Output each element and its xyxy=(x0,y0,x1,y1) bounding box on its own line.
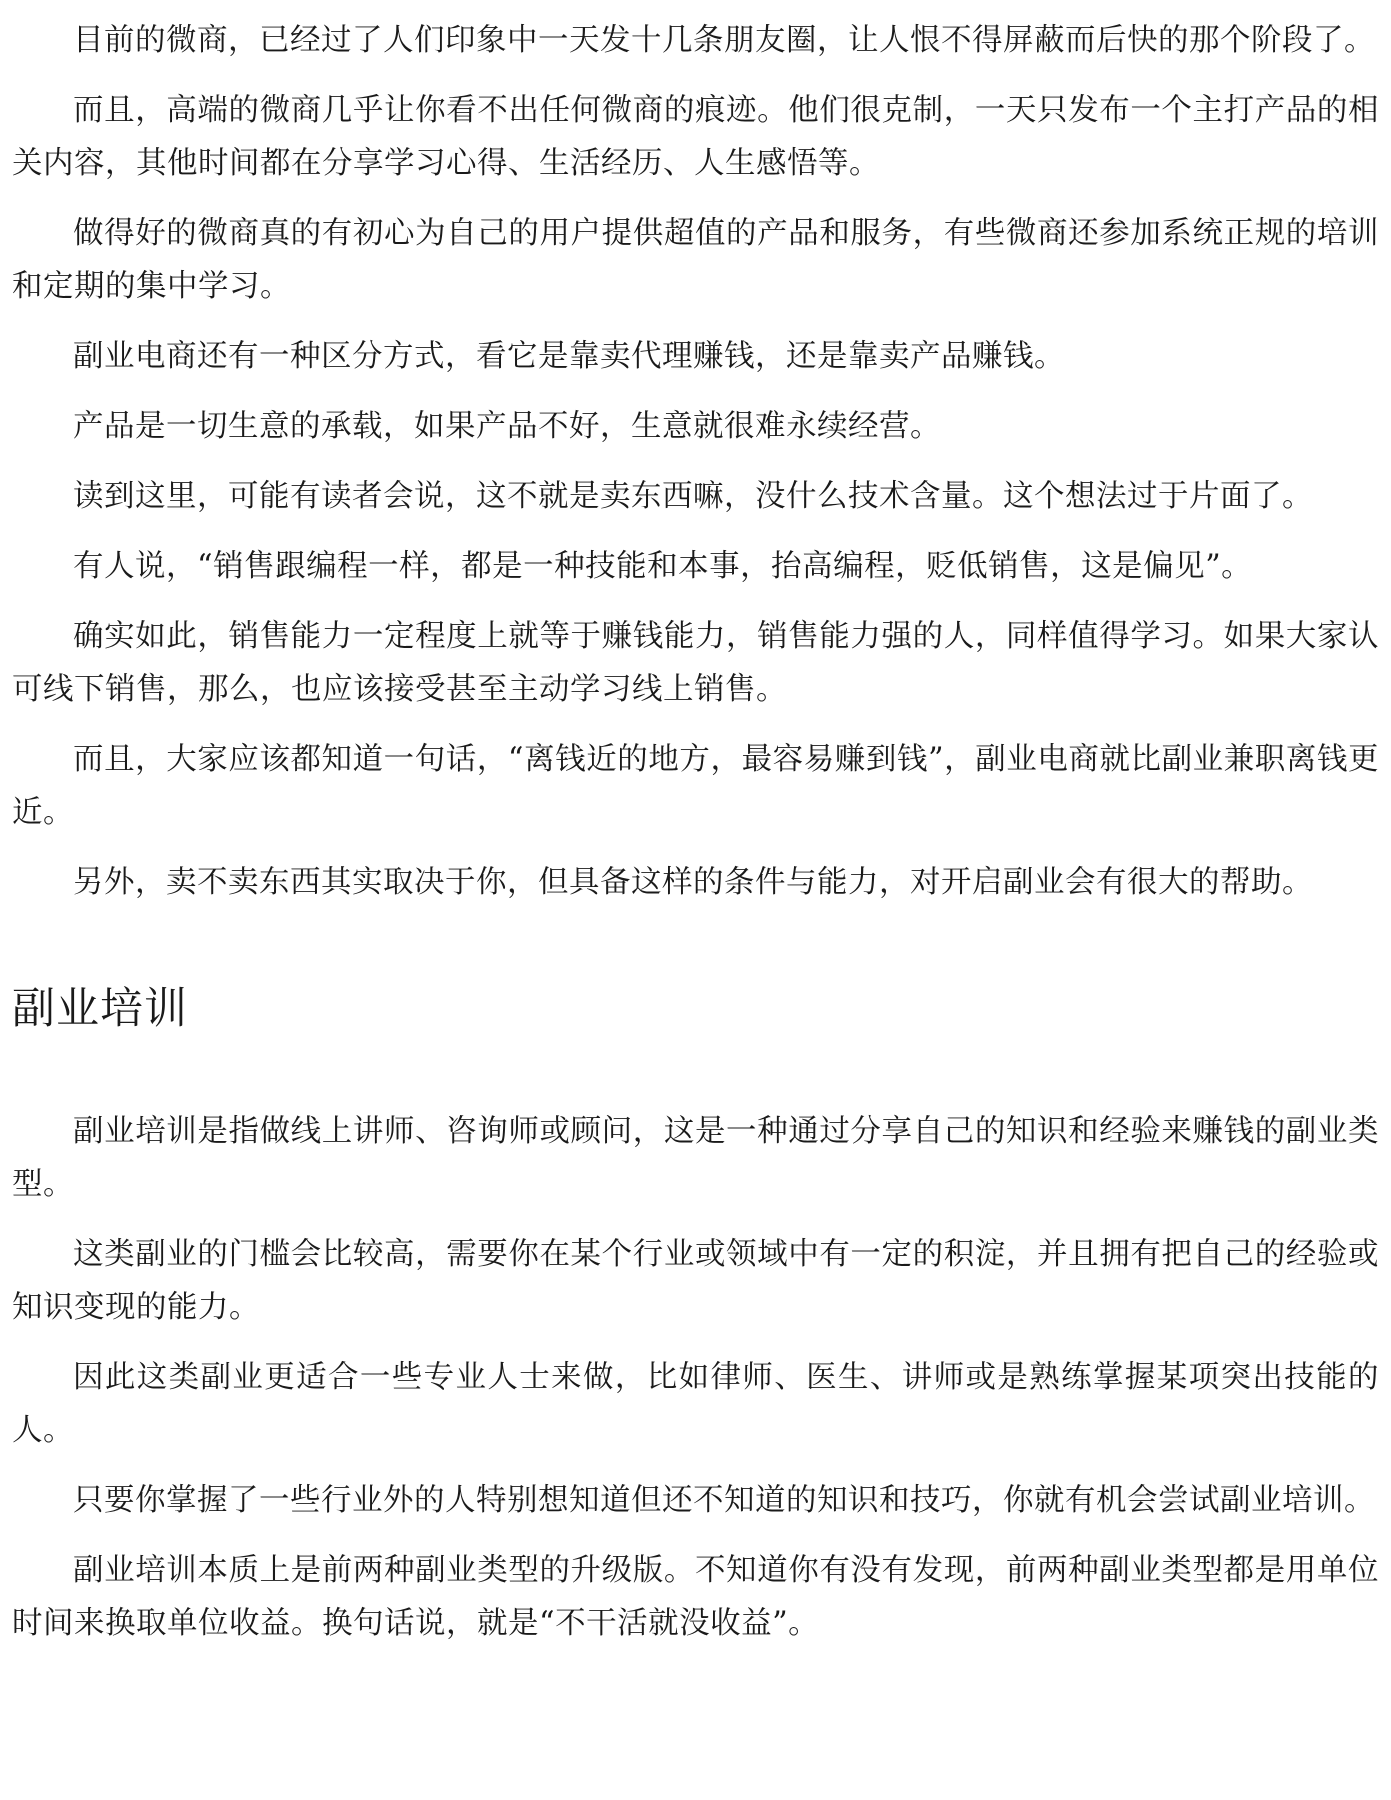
paragraph: 副业培训是指做线上讲师、咨询师或顾问，这是一种通过分享自己的知识和经验来赚钱的副业类型。 xyxy=(12,1114,1379,1202)
paragraph: 因此这类副业更适合一些专业人士来做，比如律师、医生、讲师或是熟练掌握某项突出技能的人。 xyxy=(12,1360,1379,1448)
paragraph: 目前的微商，已经过了人们印象中一天发十几条朋友圈，让人恨不得屏蔽而后快的那个阶段了。 xyxy=(73,23,1375,58)
paragraph: 做得好的微商真的有初心为自己的用户提供超值的产品和服务，有些微商还参加系统正规的培训和定期的集中学习。 xyxy=(12,216,1379,304)
paragraph: 副业电商还有一种区分方式，看它是靠卖代理赚钱，还是靠卖产品赚钱。 xyxy=(73,339,1065,374)
paragraph: 而且，高端的微商几乎让你看不出任何微商的痕迹。他们很克制，一天只发布一个主打产品的相关内容，其他时间都在分享学习心得、生活经历、人生感悟等。 xyxy=(12,93,1379,181)
section-side-business-training xyxy=(12,1105,1379,1650)
paragraph: 产品是一切生意的承载，如果产品不好，生意就很难永续经营。 xyxy=(73,409,941,444)
section-heading: 副业培训 xyxy=(12,984,188,1034)
section-side-business-ecommerce xyxy=(12,14,1379,909)
paragraph: 这类副业的门槛会比较高，需要你在某个行业或领域中有一定的积淀，并且拥有把自己的经验或知识变现的能力。 xyxy=(12,1237,1379,1325)
paragraph: 有人说，“销售跟编程一样，都是一种技能和本事，抬高编程，贬低销售，这是偏见”。 xyxy=(73,549,1253,584)
paragraph: 而且，大家应该都知道一句话，“离钱近的地方，最容易赚到钱”，副业电商就比副业兼职离钱更近。 xyxy=(12,742,1379,830)
paragraph: 另外，卖不卖东西其实取决于你，但具备这样的条件与能力，对开启副业会有很大的帮助。 xyxy=(73,865,1313,900)
paragraph: 只要你掌握了一些行业外的人特别想知道但还不知道的知识和技巧，你就有机会尝试副业培训。 xyxy=(73,1483,1375,1518)
paragraph: 读到这里，可能有读者会说，这不就是卖东西嘛，没什么技术含量。这个想法过于片面了。 xyxy=(73,479,1313,514)
paragraph: 副业培训本质上是前两种副业类型的升级版。不知道你有没有发现，前两种副业类型都是用单位时间来换取单位收益。换句话说，就是“不干活就没收益”。 xyxy=(12,1553,1379,1641)
paragraph: 确实如此，销售能力一定程度上就等于赚钱能力，销售能力强的人，同样值得学习。如果大家认可线下销售，那么，也应该接受甚至主动学习线上销售。 xyxy=(12,619,1379,707)
